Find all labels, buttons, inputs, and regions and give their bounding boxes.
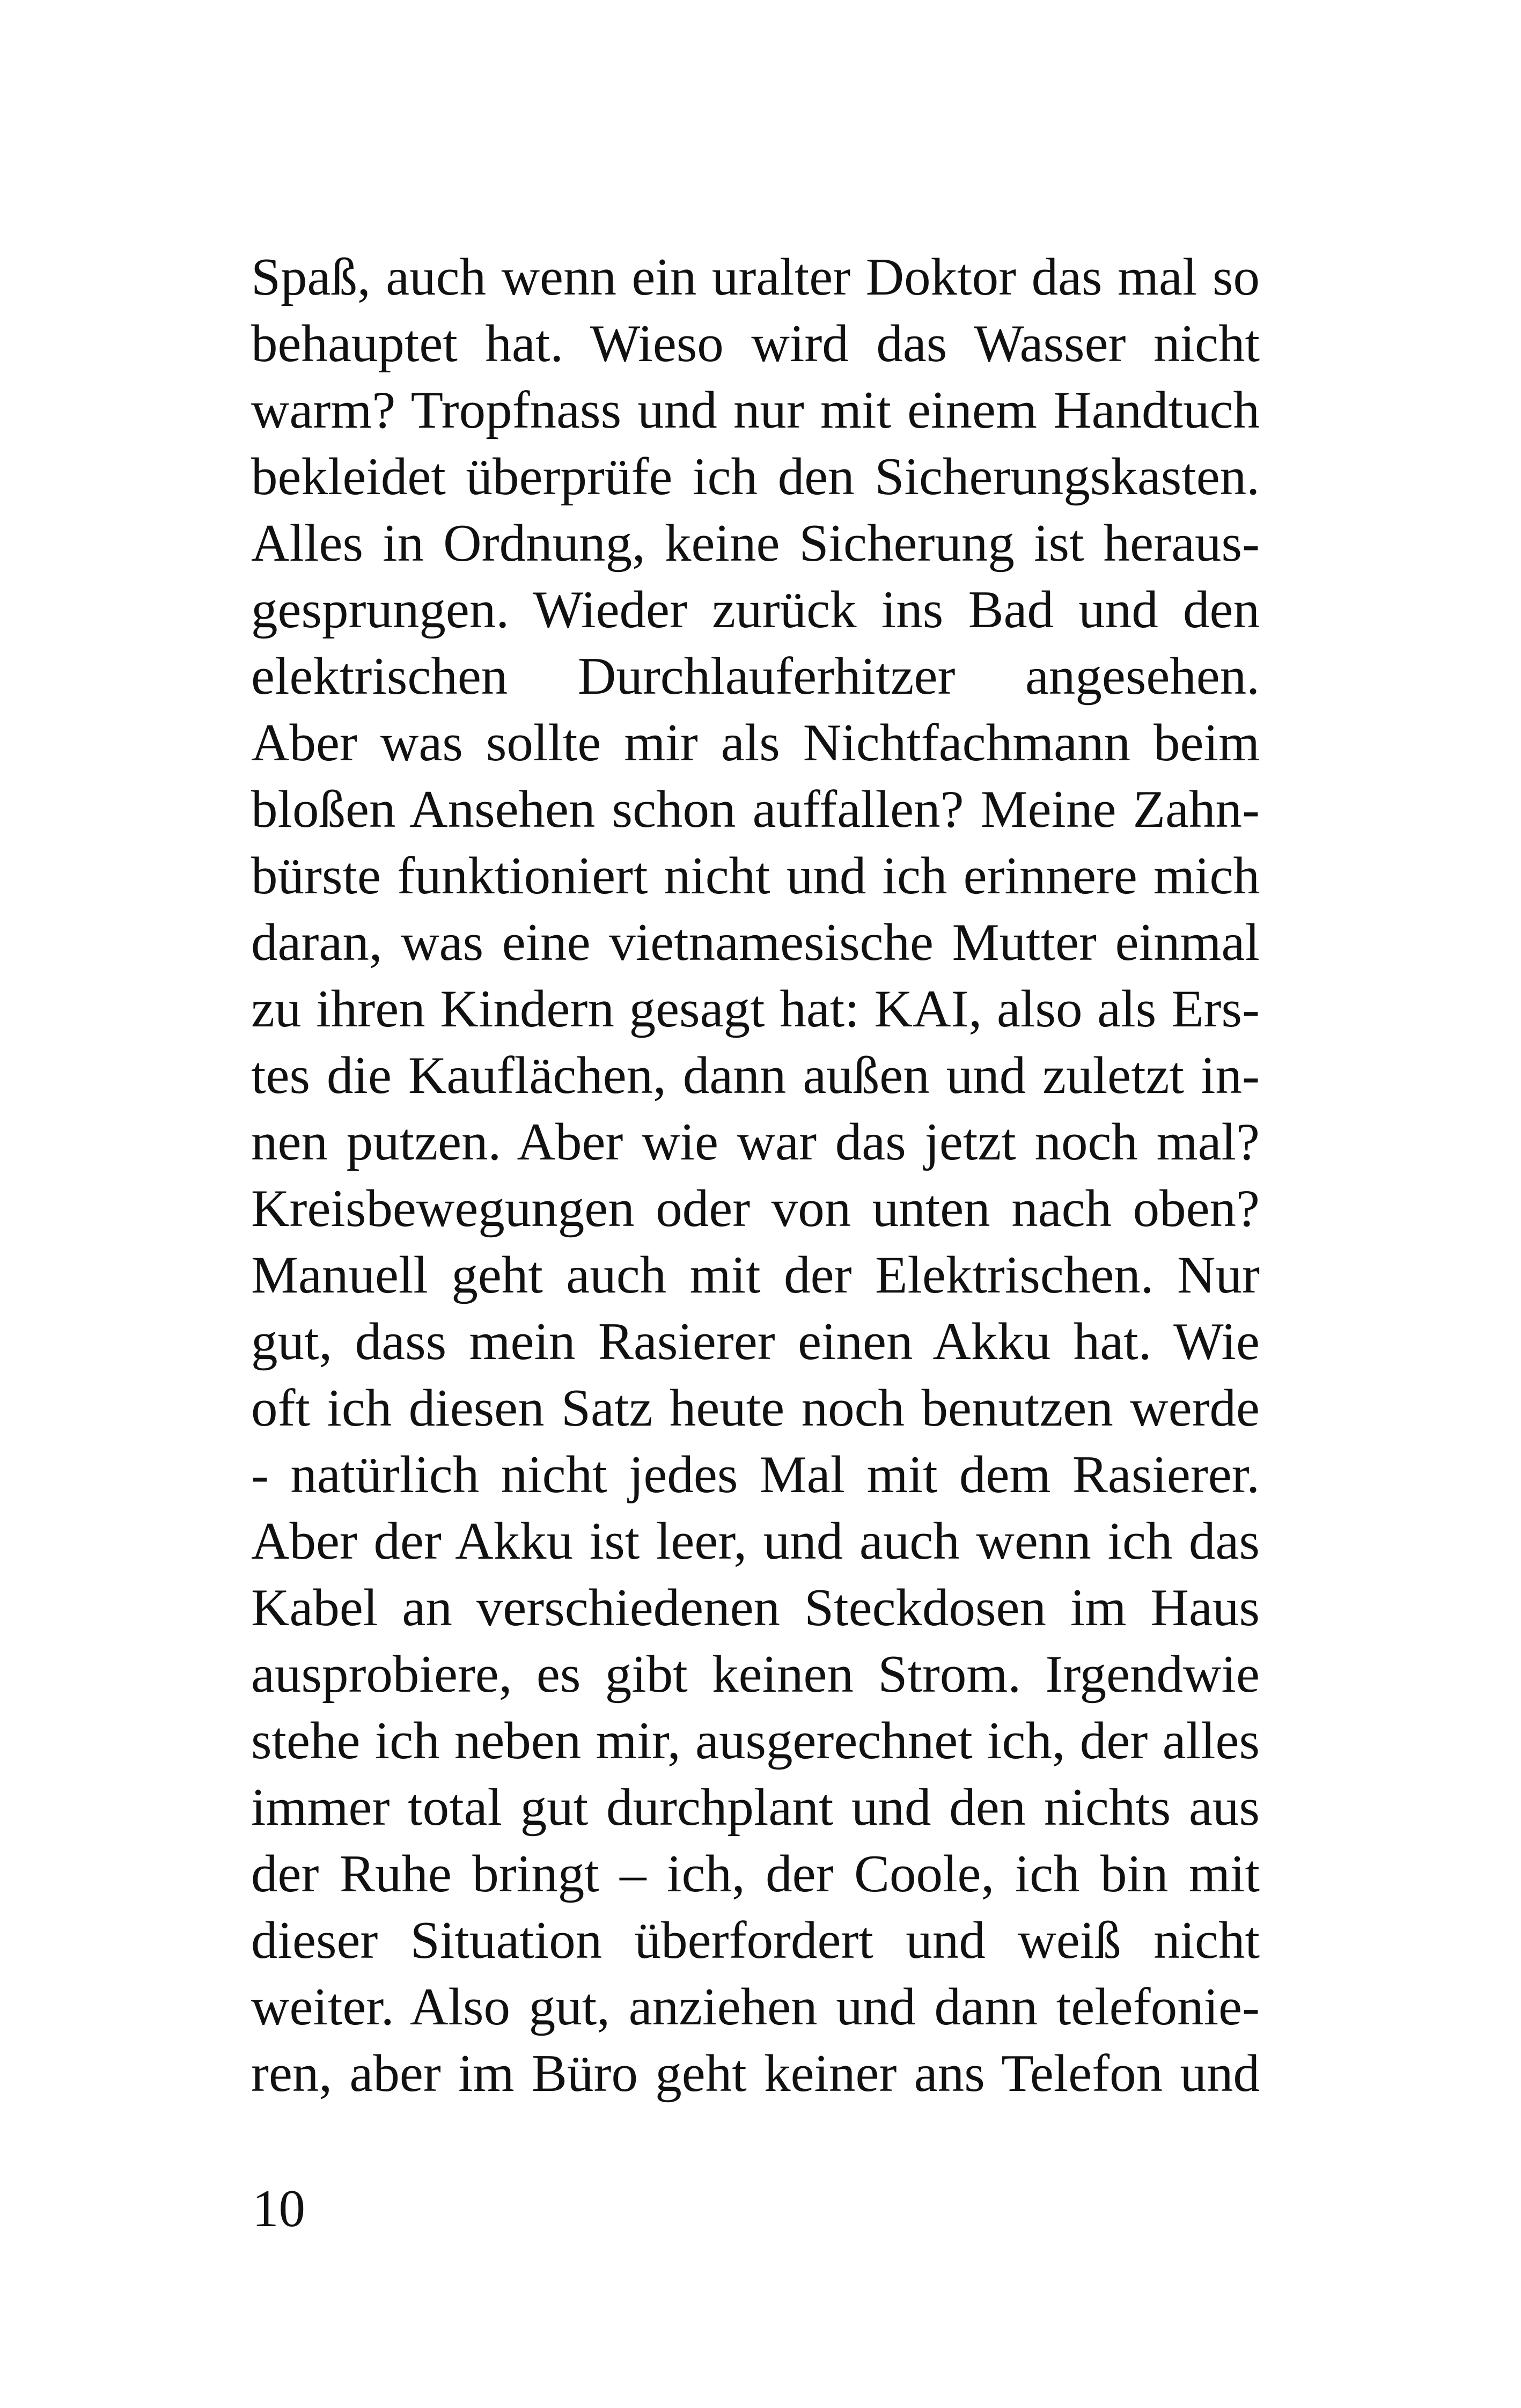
text-line: ren, aber im Büro geht keiner ans Telefon und — [251, 2044, 1260, 2103]
text-line: oft ich diesen Satz heute noch benutzen werde — [251, 1379, 1260, 1437]
text-line: ausprobiere, es gibt keinen Strom. Irgendwie — [251, 1645, 1260, 1704]
text-line: Kreisbewegungen oder von unten nach oben? — [251, 1179, 1260, 1238]
text-line: dieser Situation überfordert und weiß nicht — [251, 1911, 1260, 1970]
text-line: weiter. Also gut, anziehen und dann telefonie- — [251, 1978, 1260, 2036]
text-line: tes die Kauflächen, dann außen und zuletzt in- — [251, 1046, 1260, 1105]
text-line: elektrischen Durchlauferhitzer angesehen. — [251, 647, 1260, 706]
text-line: Alles in Ordnung, keine Sicherung ist heraus- — [251, 514, 1260, 572]
text-line: bekleidet überprüfe ich den Sicherungskasten. — [251, 447, 1260, 506]
text-line: nen putzen. Aber wie war das jetzt noch mal? — [251, 1113, 1260, 1171]
text-line: der Ruhe bringt – ich, der Coole, ich bin mit — [251, 1845, 1260, 1903]
text-line: gut, dass mein Rasierer einen Akku hat. Wie — [251, 1312, 1260, 1371]
text-line: Manuell geht auch mit der Elektrischen. Nur — [251, 1246, 1260, 1304]
text-line: - natürlich nicht jedes Mal mit dem Rasierer. — [251, 1445, 1260, 1504]
text-line: immer total gut durchplant und den nichts aus — [251, 1778, 1260, 1837]
text-line: stehe ich neben mir, ausgerechnet ich, der alles — [251, 1712, 1260, 1770]
text-line: Spaß, auch wenn ein uralter Doktor das mal so — [251, 248, 1260, 306]
text-line: gesprungen. Wieder zurück ins Bad und den — [251, 581, 1260, 639]
text-line: daran, was eine vietnamesische Mutter einmal — [251, 913, 1260, 972]
page-number: 10 — [252, 2179, 305, 2238]
text-line: Aber der Akku ist leer, und auch wenn ich das — [251, 1512, 1260, 1570]
text-line: bürste funktioniert nicht und ich erinnere mich — [251, 847, 1260, 905]
text-line: bloßen Ansehen schon auffallen? Meine Zahn- — [251, 780, 1260, 839]
body-text — [251, 244, 1260, 2107]
text-line: Aber was sollte mir als Nichtfachmann beim — [251, 714, 1260, 772]
text-line: Kabel an verschiedenen Steckdosen im Haus — [251, 1579, 1260, 1637]
text-line: zu ihren Kindern gesagt hat: KAI, also als Ers- — [251, 980, 1260, 1038]
text-line: warm? Tropfnass und nur mit einem Handtuch — [251, 381, 1260, 439]
text-line: behauptet hat. Wieso wird das Wasser nicht — [251, 314, 1260, 373]
